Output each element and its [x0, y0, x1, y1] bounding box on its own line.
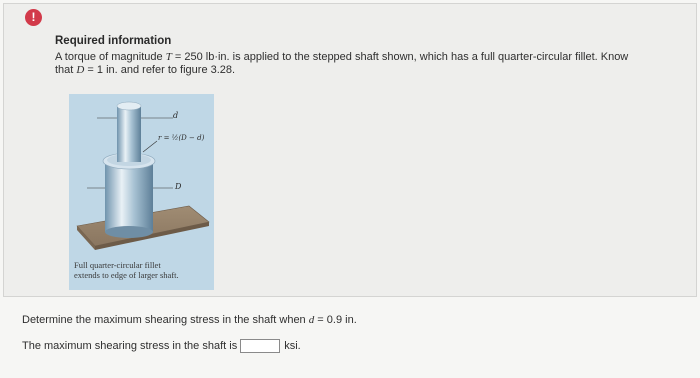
question-area — [3, 299, 697, 375]
answer-input[interactable] — [240, 339, 280, 353]
label-fillet-radius: r = ½(D − d) — [158, 134, 205, 142]
label-large-diameter: D — [175, 182, 182, 191]
question-prompt: Determine the maximum shearing stress in the shaft when d = 0.9 in. — [22, 314, 357, 326]
problem-statement: A torque of magnitude T = 250 lb·in. is applied to the stepped shaft shown, which has a full quarter-circular fillet. Know that D = 1 in. and refer to figure 3.28. — [55, 51, 629, 76]
unit-label: ksi. — [284, 340, 301, 352]
alert-icon: ! — [25, 9, 42, 26]
required-information-title: Required information — [55, 35, 172, 47]
stepped-shaft-figure — [69, 94, 214, 290]
label-small-diameter: d — [173, 111, 179, 120]
answer-row — [22, 339, 301, 353]
required-information-card — [3, 3, 697, 297]
figure-caption: Full quarter-circular fillet extends to edge of larger shaft. — [74, 260, 179, 280]
answer-label: The maximum shearing stress in the shaft is — [22, 340, 238, 352]
